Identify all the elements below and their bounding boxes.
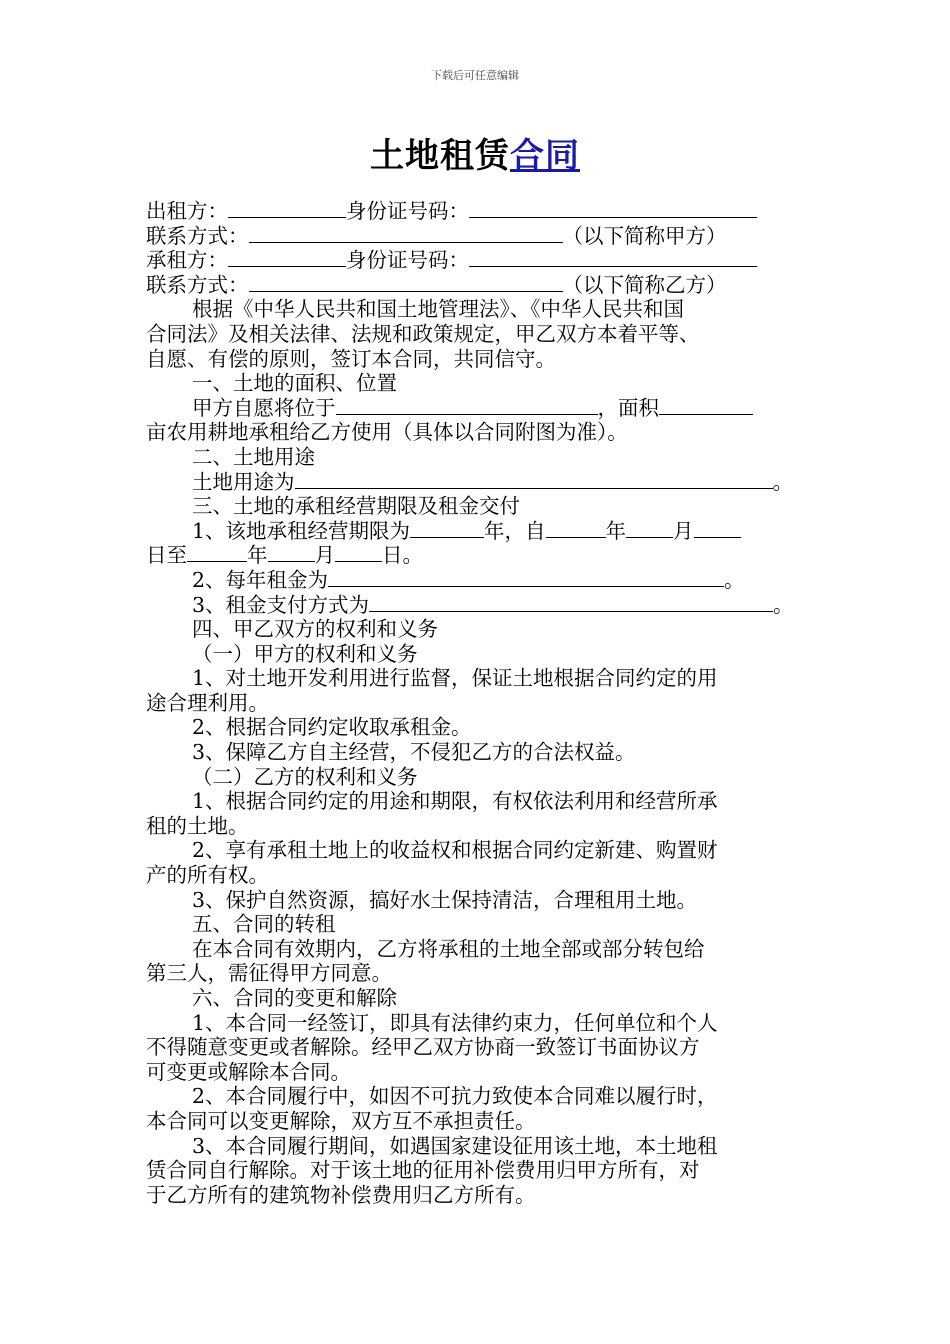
lessor-line (146, 199, 796, 224)
clause-line: 2、享有承租土地上的收益权和根据合同约定新建、购置财 (192, 838, 718, 863)
clause-line: 赁合同自行解除。对于该土地的征用补偿费用归甲方所有，对 (146, 1158, 700, 1183)
clause-line: 3、保障乙方自主经营，不侵犯乙方的合法权益。 (192, 740, 636, 765)
use-end: 。 (772, 469, 793, 494)
payment-line (146, 593, 796, 618)
lessor-label: 出租方： (146, 199, 228, 223)
lessee-alias: （以下简称乙方） (562, 272, 727, 297)
payment-blank (369, 593, 773, 612)
lessor-contact-label: 联系方式： (146, 223, 249, 248)
lessor-contact-blank (249, 224, 563, 243)
clause-line: 可变更或解除本合同。 (146, 1059, 351, 1084)
clause-line: 不得随意变更或者解除。经甲乙双方协商一致签订书面协议方 (146, 1035, 700, 1060)
lessor-blank (228, 199, 346, 218)
subsection-heading: （二）乙方的权利和义务 (192, 764, 418, 789)
term-line-2 (146, 543, 796, 568)
clause-line: 产的所有权。 (146, 863, 269, 888)
area-blank (659, 396, 753, 415)
use-label: 土地用途为 (192, 469, 295, 494)
section-heading: 三、土地的承租经营期限及租金交付 (192, 494, 520, 519)
area-line: 亩农用耕地承租给乙方使用（具体以合同附图为准）。 (146, 420, 628, 445)
year-label: 年 (484, 518, 505, 543)
month-label: 月 (314, 543, 335, 568)
from-label: ，自 (504, 518, 546, 543)
term-end: 。 (402, 543, 423, 568)
title-main: 土地租赁 (370, 136, 510, 176)
lessee-contact-blank (249, 273, 563, 292)
start-month-blank (626, 519, 673, 538)
term-line (146, 519, 796, 544)
location-blank (336, 396, 598, 415)
clause-line: 租的土地。 (146, 813, 249, 838)
to-label: 日至 (146, 543, 187, 568)
lessee-contact-label: 联系方式： (146, 272, 249, 297)
rent-label: 2、每年租金为 (192, 567, 329, 592)
end-month-blank (268, 543, 315, 562)
payment-label: 3、租金支付方式为 (192, 592, 370, 617)
section-heading: 二、土地用途 (192, 444, 315, 469)
term-label: 1、该地承租经营期限为 (192, 518, 411, 543)
location-line (146, 396, 796, 421)
clause-line: 本合同可以变更解除，双方互不承担责任。 (146, 1108, 536, 1133)
clause-line: 3、保护自然资源，搞好水土保持清洁，合理租用土地。 (192, 887, 698, 912)
lessee-id-blank (469, 248, 757, 267)
payment-end: 。 (773, 592, 794, 617)
use-line (146, 470, 796, 495)
lessee-label: 承租方： (146, 248, 228, 273)
use-blank (295, 470, 773, 489)
header-note: 下载后可任意编辑 (431, 69, 519, 82)
year-label: 年 (247, 543, 268, 568)
location-label: 甲方自愿将位于 (192, 395, 336, 420)
intro-line: 根据《中华人民共和国土地管理法》、《中华人民共和国 (192, 297, 684, 322)
clause-line: 1、对土地开发利用进行监督，保证土地根据合同约定的用 (192, 666, 718, 691)
day-label: 日 (382, 543, 403, 568)
clause-line: 1、根据合同约定的用途和期限，有权依法利用和经营所承 (192, 789, 718, 814)
rent-line (146, 568, 796, 593)
lessee-blank (228, 248, 346, 267)
intro-line: 自愿、有偿的原则，签订本合同，共同信守。 (146, 346, 556, 371)
start-day-blank (694, 519, 741, 538)
section-heading: 一、土地的面积、位置 (192, 371, 397, 396)
lessee-id-label: 身份证号码： (346, 248, 469, 273)
lessor-alias: （以下简称甲方） (562, 223, 727, 248)
rent-blank (328, 568, 724, 587)
subsection-heading: （一）甲方的权利和义务 (192, 641, 418, 666)
lessee-line (146, 248, 796, 273)
clause-line: 在本合同有效期内，乙方将承租的土地全部或部分转包给 (192, 936, 705, 961)
lessor-contact-line (146, 224, 796, 249)
year-label: 年 (605, 518, 627, 543)
lessor-id-label: 身份证号码： (346, 199, 469, 223)
clause-line: 3、本合同履行期间，如遇国家建设征用该土地，本土地租 (192, 1133, 718, 1158)
section-heading: 六、合同的变更和解除 (192, 986, 397, 1010)
clause-line: 2、根据合同约定收取承租金。 (192, 715, 472, 740)
clause-line: 1、本合同一经签订，即具有法律约束力，任何单位和个人 (192, 1010, 718, 1035)
clause-line: 途合理利用。 (146, 690, 269, 715)
end-day-blank (335, 543, 382, 562)
clause-line: 第三人，需征得甲方同意。 (146, 961, 392, 986)
clause-line: 于乙方所有的建筑物补偿费用归乙方所有。 (146, 1182, 536, 1207)
month-label: 月 (673, 518, 694, 543)
lessee-contact-line (146, 273, 796, 298)
clause-line: 2、本合同履行中，如因不可抗力致使本合同难以履行时， (192, 1084, 718, 1109)
start-year-blank (546, 519, 606, 538)
section-heading: 四、甲乙双方的权利和义务 (192, 617, 438, 642)
end-year-blank (187, 543, 247, 562)
lessor-id-blank (469, 199, 757, 218)
intro-line: 合同法》及相关法律、法规和政策规定，甲乙双方本着平等、 (146, 321, 700, 346)
page-title (0, 128, 950, 177)
term-years-blank (410, 519, 484, 538)
section-heading: 五、合同的转租 (192, 912, 336, 937)
title-link[interactable]: 合同 (510, 136, 580, 176)
rent-end: 。 (724, 567, 745, 592)
area-label: ，面积 (597, 395, 659, 420)
contract-body (146, 199, 796, 1207)
